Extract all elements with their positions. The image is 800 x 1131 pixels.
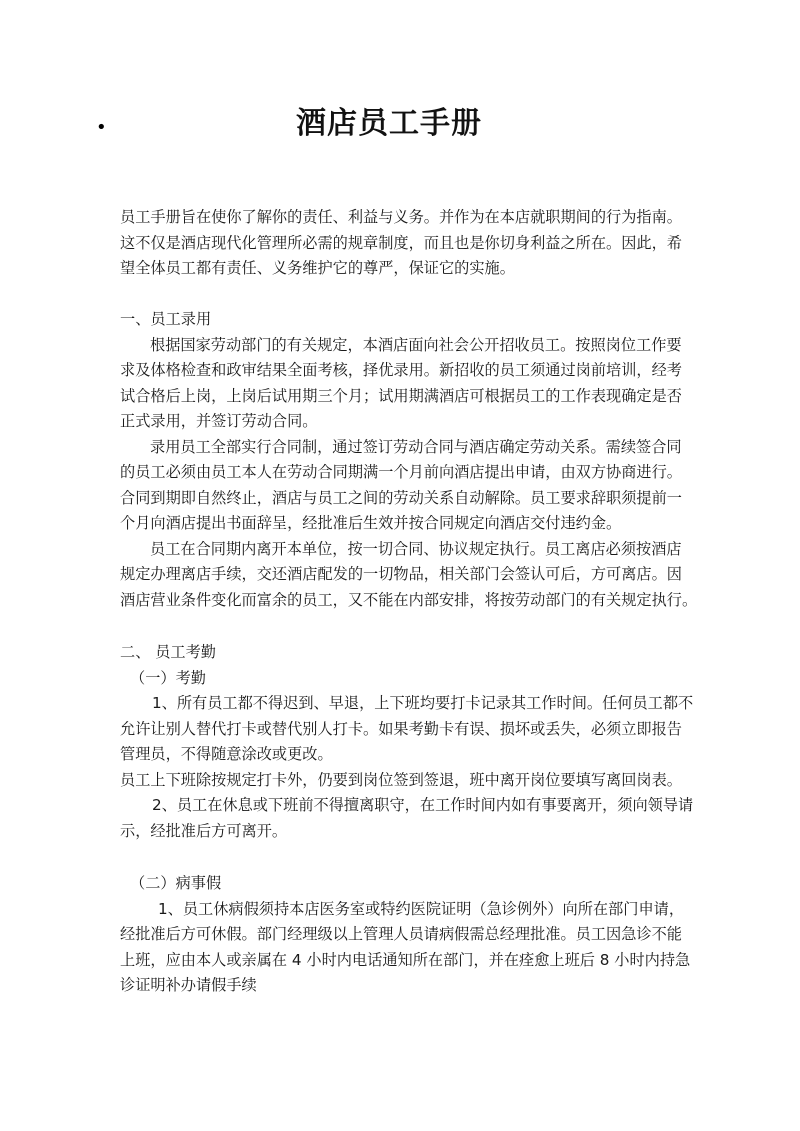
text-line: 员工在合同期内离开本单位，按一切合同、协议规定执行。员工离店必须按酒店: [150, 539, 682, 558]
text-line: 员工手册旨在使你了解你的责任、利益与义务。并作为在本店就职期间的行为指南。: [120, 208, 682, 226]
section-recruitment: [120, 307, 698, 613]
text-line: 正式录用，并签订劳动合同。: [120, 412, 318, 430]
spacer: [120, 613, 695, 640]
text-line: 合同到期即自然终止，酒店与员工之间的劳动关系自动解除。员工要求辞职须提前一: [120, 488, 682, 507]
subsection-heading: （一）考勤: [130, 668, 206, 687]
text-line: 诊证明补办请假手续: [120, 976, 257, 994]
text-line: 2、员工在休息或下班前不得擅离职守，在工作时间内如有事要离开，须向领导请: [152, 796, 694, 814]
text-line: 的员工必须由员工本人在劳动合同期满一个月前向酒店提出申请，由双方协商进行。: [120, 463, 682, 481]
text-line: 个月向酒店提出书面辞呈，经批准后生效并按合同规定向酒店交付违约金。: [120, 514, 622, 532]
text-line: 1、所有员工都不得迟到、早退，上下班均要打卡记录其工作时间。任何员工都不: [152, 694, 694, 712]
document-body: [120, 205, 698, 999]
text-line: 录用员工全部实行合同制，通过签订劳动合同与酒店确定劳动关系。需续签合同: [150, 437, 682, 456]
text-line: 1、员工休病假须持本店医务室或特约医院证明（急诊例外）向所在部门申请，: [158, 899, 685, 918]
paragraph: [120, 537, 698, 614]
list-bullet: •: [96, 117, 107, 138]
text-line: 根据国家劳动部门的有关规定，本酒店面向社会公开招收员工。按照岗位工作要: [150, 335, 682, 354]
text-line: 经批准后方可休假。部门经理级以上管理人员请病假需总经理批准。员工因急诊不能: [120, 925, 682, 943]
paragraph: [120, 793, 695, 844]
paragraph: [120, 435, 695, 537]
text-line: 这不仅是酒店现代化管理所必需的规章制度，而且也是你切身利益之所在。因此，希: [120, 233, 682, 252]
text-line: 员工上下班除按规定打卡外，仍要到岗位签到签退，班中离开岗位要填写离回岗表。: [120, 770, 682, 789]
paragraph: [120, 897, 695, 999]
spacer: [120, 282, 695, 308]
paragraph: [120, 691, 695, 793]
text-line: 管理员，不得随意涂改或更改。: [120, 745, 333, 763]
text-line: 望全体员工都有责任、义务维护它的尊严，保证它的实施。: [120, 259, 515, 277]
document-title: 酒店员工手册: [296, 106, 482, 141]
text-line: 酒店营业条件变化而富余的员工，又不能在内部安排，将按劳动部门的有关规定执行。: [120, 590, 698, 609]
text-line: 上班，应由本人或亲属在 4 小时内电话通知所在部门，并在痊愈上班后 8 小时内持急: [120, 950, 691, 969]
text-line: 规定办理离店手续，交还酒店配发的一切物品，相关部门会签认可后，方可离店。因: [120, 565, 682, 583]
section-heading: 二、 员工考勤: [120, 643, 216, 661]
section-heading: 一、员工录用: [120, 310, 212, 328]
paragraph: [120, 333, 695, 435]
section-attendance: [120, 640, 695, 999]
intro-paragraph: [120, 205, 695, 282]
text-line: 示，经批准后方可离开。: [120, 821, 288, 840]
text-line: 试合格后上岗，上岗后试用期三个月；试用期满酒店可根据员工的工作表现确定是否: [120, 386, 682, 405]
text-line: 允许让别人替代打卡或替代别人打卡。如果考勤卡有误、损坏或丢失，必须立即报告: [120, 719, 682, 738]
text-line: 求及体格检查和政审结果全面考核，择优录用。新招收的员工须通过岗前培训，经考: [120, 361, 682, 379]
spacer: [120, 844, 695, 871]
subsection-heading: （二）病事假: [130, 874, 222, 892]
